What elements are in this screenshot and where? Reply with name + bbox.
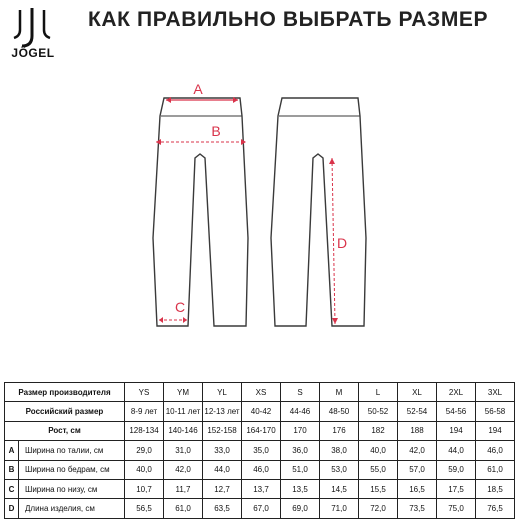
- value-cell: 12-13 лет: [203, 402, 242, 421]
- value-cell: 44-46: [281, 402, 320, 421]
- size-table: [4, 382, 515, 519]
- value-cell: 48-50: [320, 402, 359, 421]
- value-cell: 57,0: [398, 460, 437, 479]
- value-cell: 40,0: [359, 441, 398, 460]
- value-cell: 10,7: [125, 479, 164, 498]
- row-label: Размер производителя: [5, 383, 125, 402]
- size-cell: YM: [164, 383, 203, 402]
- value-cell: 56,5: [125, 499, 164, 518]
- value-cell: 46,0: [476, 441, 515, 460]
- value-cell: 72,0: [359, 499, 398, 518]
- measure-letter: B: [5, 460, 19, 479]
- measure-c: [159, 317, 187, 323]
- value-cell: 194: [476, 421, 515, 440]
- value-cell: 29,0: [125, 441, 164, 460]
- table-row-measure-d: [5, 499, 515, 518]
- value-cell: 170: [281, 421, 320, 440]
- value-cell: 188: [398, 421, 437, 440]
- measure-label: Ширина по низу, см: [19, 479, 125, 498]
- value-cell: 54-56: [437, 402, 476, 421]
- size-cell: YL: [203, 383, 242, 402]
- table-row-height: [5, 421, 515, 440]
- value-cell: 17,5: [437, 479, 476, 498]
- value-cell: 176: [320, 421, 359, 440]
- value-cell: 13,7: [242, 479, 281, 498]
- pants-front-view: [153, 98, 248, 326]
- value-cell: 75,0: [437, 499, 476, 518]
- size-cell: L: [359, 383, 398, 402]
- table-row-measure-c: [5, 479, 515, 498]
- value-cell: 51,0: [281, 460, 320, 479]
- value-cell: 35,0: [242, 441, 281, 460]
- value-cell: 61,0: [164, 499, 203, 518]
- size-cell: 2XL: [437, 383, 476, 402]
- value-cell: 42,0: [164, 460, 203, 479]
- row-label: Рост, см: [5, 421, 125, 440]
- measure-label: Длина изделия, см: [19, 499, 125, 518]
- value-cell: 44,0: [437, 441, 476, 460]
- measure-letter: D: [5, 499, 19, 518]
- size-diagram: [150, 78, 380, 338]
- value-cell: 140-146: [164, 421, 203, 440]
- measure-letter: C: [5, 479, 19, 498]
- value-cell: 50-52: [359, 402, 398, 421]
- table-row-measure-a: [5, 441, 515, 460]
- value-cell: 15,5: [359, 479, 398, 498]
- table-row-measure-b: [5, 460, 515, 479]
- value-cell: 52-54: [398, 402, 437, 421]
- value-cell: 55,0: [359, 460, 398, 479]
- value-cell: 69,0: [281, 499, 320, 518]
- measure-label: Ширина по бедрам, см: [19, 460, 125, 479]
- table-row-manufacturer-size: [5, 383, 515, 402]
- pants-back-view: [271, 98, 366, 326]
- size-cell: 3XL: [476, 383, 515, 402]
- value-cell: 63,5: [203, 499, 242, 518]
- size-cell: S: [281, 383, 320, 402]
- value-cell: 14,5: [320, 479, 359, 498]
- measure-letter: A: [5, 441, 19, 460]
- size-cell: M: [320, 383, 359, 402]
- value-cell: 36,0: [281, 441, 320, 460]
- label-a: A: [193, 81, 203, 97]
- value-cell: 12,7: [203, 479, 242, 498]
- table-row-russian-size: [5, 402, 515, 421]
- value-cell: 18,5: [476, 479, 515, 498]
- value-cell: 16,5: [398, 479, 437, 498]
- value-cell: 8-9 лет: [125, 402, 164, 421]
- value-cell: 42,0: [398, 441, 437, 460]
- page-title: КАК ПРАВИЛЬНО ВЫБРАТЬ РАЗМЕР: [88, 8, 489, 31]
- size-cell: XL: [398, 383, 437, 402]
- value-cell: 40-42: [242, 402, 281, 421]
- value-cell: 13,5: [281, 479, 320, 498]
- value-cell: 11,7: [164, 479, 203, 498]
- value-cell: 44,0: [203, 460, 242, 479]
- value-cell: 33,0: [203, 441, 242, 460]
- value-cell: 182: [359, 421, 398, 440]
- value-cell: 76,5: [476, 499, 515, 518]
- value-cell: 46,0: [242, 460, 281, 479]
- value-cell: 56-58: [476, 402, 515, 421]
- measure-label: Ширина по талии, см: [19, 441, 125, 460]
- value-cell: 10-11 лет: [164, 402, 203, 421]
- value-cell: 53,0: [320, 460, 359, 479]
- size-cell: YS: [125, 383, 164, 402]
- value-cell: 67,0: [242, 499, 281, 518]
- value-cell: 152-158: [203, 421, 242, 440]
- label-c: C: [174, 299, 186, 315]
- value-cell: 31,0: [164, 441, 203, 460]
- size-cell: XS: [242, 383, 281, 402]
- value-cell: 40,0: [125, 460, 164, 479]
- measure-b: [156, 139, 246, 145]
- value-cell: 194: [437, 421, 476, 440]
- value-cell: 128-134: [125, 421, 164, 440]
- value-cell: 164-170: [242, 421, 281, 440]
- value-cell: 38,0: [320, 441, 359, 460]
- value-cell: 71,0: [320, 499, 359, 518]
- label-b: B: [211, 123, 221, 139]
- value-cell: 59,0: [437, 460, 476, 479]
- logo-wordmark: JÖGEL: [11, 46, 55, 60]
- value-cell: 73,5: [398, 499, 437, 518]
- row-label: Российский размер: [5, 402, 125, 421]
- label-d: D: [336, 235, 348, 251]
- value-cell: 61,0: [476, 460, 515, 479]
